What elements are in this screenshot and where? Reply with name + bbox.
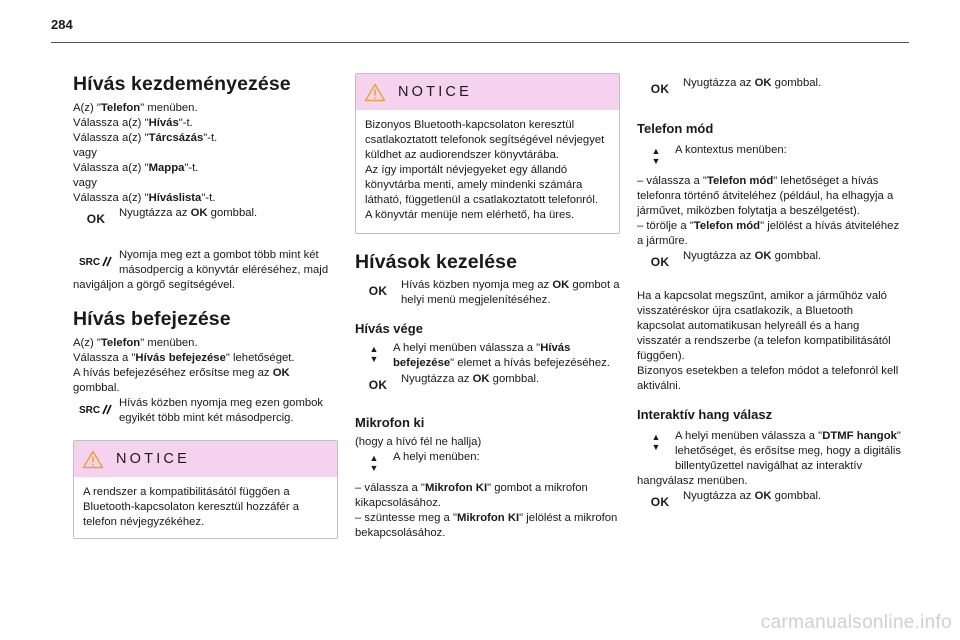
up-down-arrows-icon: ▲ ▼ — [369, 453, 379, 473]
warning-triangle-icon — [82, 450, 104, 469]
heading-phone-mode: Telefon mód — [637, 121, 714, 136]
column-2: NOTICE Bizonyos Bluetooth-kapcsolaton keresztül csatlakoztatott telefonok segítségével névjegyet küldhet az audiorendszer könyvtárába. Az így importált névjegyeket egy állandó könyvtárba menti, amely mindenki számára látható, függetlenül a csatlakoztatott telefonról. A könyvtár menüje nem elérhető, ha üres. Hívások kezelése OK Hívás közben nyomja meg az OK gombot a helyi menü megjelenítéséhez. Hívás vége ▲ ▼ A helyi menüben válassza a "Hívás befejezése" elemet a hívás befejezéséhez. OK Nyugtázza az OK gombbal. Mikrofon ki (hogy a hívó fél ne hallja) ▲ ▼ A helyi menüben: – válassza a "Mikrofon KI" gombot a mikrofon kikapcsolásához. – szüntesse meg a "Mikrofon KI" jelölést a mikrofon bekapcsolásához. — [355, 73, 620, 541]
step-ok-context-menu: OK Hívás közben nyomja meg az OK gombot a helyi menü megjelenítéséhez. — [355, 278, 620, 308]
ok-button-icon: OK — [650, 255, 670, 269]
instruction-line: Válassza a(z) "Mappa"-t. — [73, 162, 199, 174]
ok-button-icon: OK — [650, 495, 670, 509]
up-down-arrows-icon: ▲ ▼ — [651, 146, 661, 166]
instruction-line: vagy — [73, 147, 97, 159]
step-context-menu: ▲ ▼ A kontextus menüben: — [637, 143, 902, 174]
header-divider — [51, 42, 909, 43]
column-1: Hívás kezdeményezése A(z) "Telefon" menüben. Válassza a(z) "Hívás"-t. Válassza a(z) "Tárcsázás"-t. vagy Válassza a(z) "Mappa"-t. vagy Válassza a(z) "Híváslista"-t. OK Nyugtázza az OK gombbal. SRC Nyomja meg ezt a gombot több mint két másodpercig a könyvtár eléréséhez, majd navigáljon a görgő segítségével. Hívás befejezése A(z) "Telefon" menüben. Válassza a "Hívás befejezése" lehetőséget. A hívás befejezéséhez erősítse meg az OK gombbal. SRC Hívás közben nyomja meg ezen gombok egyikét több mint két másodpercig. NOTICE A rendszer a kompatibilitásától függően a Bluetooth-kapcsolaton keresztül hozzáfér a telefon névjegyzékéhez. — [73, 56, 338, 539]
heading-end-call: Hívás befejezése — [73, 308, 231, 330]
step-src-directory: SRC Nyomja meg ezt a gombot több mint két másodpercig a könyvtár eléréséhez, majd navigáljon a görgő segítségével. — [73, 249, 329, 291]
notice-title: NOTICE — [116, 450, 190, 467]
notice-box-phonebook — [73, 440, 338, 539]
notice-box-contacts — [355, 73, 620, 234]
instruction-line: A(z) "Telefon" menüben. — [73, 102, 198, 114]
heading-mic-off: Mikrofon ki — [355, 415, 425, 430]
step-select-end-call: ▲ ▼ A helyi menüben válassza a "Hívás befejezése" elemet a hívás befejezéséhez. — [355, 341, 620, 372]
step-confirm-ok: OK Nyugtázza az OK gombbal. — [73, 206, 338, 236]
src-phone-button-icon — [73, 396, 119, 426]
phone-mode-info-2: Bizonyos esetekben a telefon módot a telefonról kell aktiválni. — [637, 365, 899, 392]
page-number: 284 — [51, 17, 73, 32]
notice-text: A rendszer a kompatibilitásától függően a Bluetooth-kapcsolaton keresztül hozzáfér a telefon névjegyzékéhez. — [83, 486, 300, 528]
ok-button-icon: OK — [368, 378, 388, 392]
heading-initiate-call: Hívás kezdeményezése — [73, 73, 291, 95]
instruction-line: Válassza a(z) "Hívás"-t. — [73, 117, 193, 129]
ok-button-icon: OK — [650, 82, 670, 96]
instruction-line: Válassza a(z) "Híváslista"-t. — [73, 192, 216, 204]
ok-button-icon: OK — [368, 284, 388, 298]
column-3: OK Nyugtázza az OK gombbal. Telefon mód ▲ ▼ A kontextus menüben: – válassza a "Telefon mód" lehetőséget a hívás telefonra történő átviteléhez (például, ha elhagyja a járművet, miközben folytatja a beszélgetést). – törölje a "Telefon mód" jelölést a hívás átviteléhez a járműre. OK Nyugtázza az OK gombbal. Ha a kapcsolat megszűnt, amikor a járműhöz való visszatéréskor újra csatlakozik, a Bluetooth kapcsolat automatikusan helyreáll és a hang visszatér a rendszerbe (a telefon kompatibilitásától függően). Bizonyos esetekben a telefon módot a telefonról kell aktiválni. Interaktív hang válasz ▲ ▼ A helyi menüben válassza a "DTMF hangok" lehetőséget, és erősítse meg, hogy a digitális billentyűzettel navigálhat az interaktív hangválasz menüben. OK Nyugtázza az OK gombbal. — [637, 76, 902, 519]
src-phone-button-icon — [73, 248, 119, 278]
instruction-line: vagy — [73, 177, 97, 189]
heading-call-end: Hívás vége — [355, 321, 423, 336]
ok-button-icon: OK — [86, 212, 106, 226]
step-confirm-ok: OK Nyugtázza az OK gombbal. — [637, 489, 902, 519]
heading-call-management: Hívások kezelése — [355, 251, 518, 273]
footer-watermark: carmanualsonline.info — [760, 612, 952, 633]
heading-ivr: Interaktív hang válasz — [637, 407, 773, 422]
svg-text:SRC: SRC — [79, 257, 101, 268]
phone-mode-info-1: Ha a kapcsolat megszűnt, amikor a járműhöz való visszatéréskor újra csatlakozik, a Bluetooth kapcsolat automatikusan helyreáll és a hang visszatér a rendszerbe (a telefon kompatibilitásától függően). — [637, 290, 891, 362]
step-end-call-src: SRC Hívás közben nyomja meg ezen gombok egyikét több mint két másodpercig. — [73, 396, 338, 426]
initiate-call-steps — [73, 101, 338, 206]
svg-text:SRC: SRC — [79, 405, 101, 416]
warning-triangle-icon — [364, 83, 386, 102]
instruction-line: Válassza a(z) "Tárcsázás"-t. — [73, 132, 218, 144]
step-dtmf: ▲ ▼ A helyi menüben válassza a "DTMF hangok" lehetőséget, és erősítse meg, hogy a digitális billentyűzettel navigálhat az interaktív hangválasz menüben. — [637, 430, 902, 487]
step-confirm-ok: OK Nyugtázza az OK gombbal. — [637, 249, 902, 279]
step-confirm-ok: OK Nyugtázza az OK gombbal. — [355, 372, 620, 402]
notice-text-1: Bizonyos Bluetooth-kapcsolaton keresztül csatlakoztatott telefonok segítségével névjegyet küldhet az audiorendszer könyvtárába. — [365, 119, 605, 161]
up-down-arrows-icon: ▲ ▼ — [369, 344, 379, 364]
notice-text-2: Az így importált névjegyeket egy állandó könyvtárba menti, amely mindenki számára látható, függetlenül a csatlakoztatott telefonról. — [365, 164, 598, 206]
step-local-menu: ▲ ▼ A helyi menüben: — [355, 450, 620, 481]
notice-title: NOTICE — [398, 83, 472, 100]
step-confirm-ok: OK Nyugtázza az OK gombbal. — [637, 76, 902, 106]
notice-text-3: A könyvtár menüje nem elérhető, ha üres. — [365, 209, 575, 221]
up-down-arrows-icon: ▲ ▼ — [651, 432, 661, 452]
